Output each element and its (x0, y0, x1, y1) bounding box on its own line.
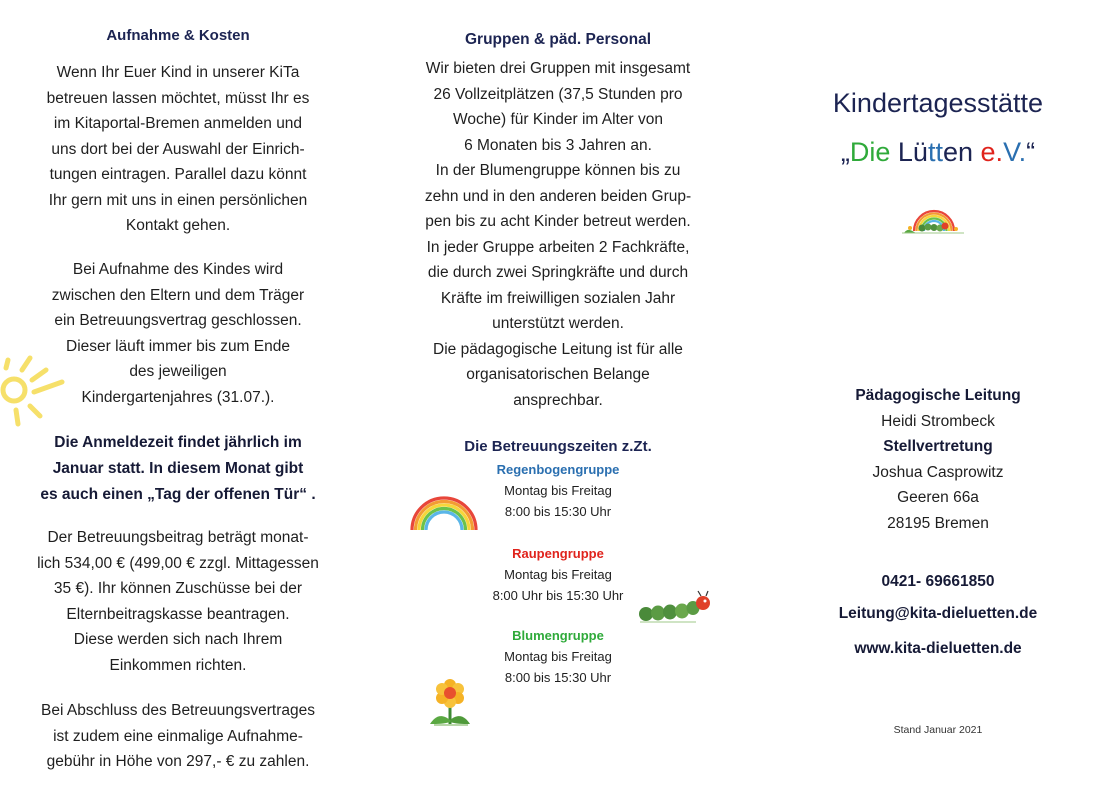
paragraph-registration (28, 60, 328, 239)
lead-name: Heidi Strombeck (881, 412, 995, 430)
text-line: Kräfte im freiwilligen sozialen Jahr (440, 289, 676, 307)
text-line: 6 Monaten bis 3 Jahren an. (464, 136, 652, 154)
group-name: Blumengruppe (512, 628, 604, 643)
text-line: pen bis zu acht Kinder betreut werden. (425, 213, 691, 230)
title-word-die: Die (849, 137, 891, 167)
group-days: Montag bis Freitag (504, 649, 612, 664)
text-line: des jeweiligen (129, 363, 227, 380)
text-line: Kontakt gehen. (125, 217, 231, 234)
paragraph-admission-fee (28, 698, 328, 775)
paragraph-groups (408, 56, 708, 413)
section-title-care-times: Die Betreuungszeiten z.Zt. (464, 438, 652, 455)
deputy-name: Joshua Casprowitz (872, 463, 1004, 481)
text-line: Elternbeitragskasse beantragen. (66, 605, 290, 623)
email-address: Leitung@kita-dieluetten.de (838, 605, 1038, 622)
title-word-ev-b: V. (1003, 137, 1027, 167)
section-title-groups: Gruppen & päd. Personal (464, 31, 652, 48)
text-line: zwischen den Eltern und dem Träger (51, 286, 305, 304)
stand-date: Stand Januar 2021 (893, 724, 983, 736)
title-kindertagesstaette: Kindertagesstätte (832, 88, 1044, 118)
text-line: Januar statt. In diesem Monat gibt (52, 460, 304, 477)
group-name: Regenbogengruppe (496, 462, 620, 477)
text-line: Kindergartenjahres (31.07.). (81, 388, 275, 406)
paragraph-contract (28, 257, 328, 410)
phone-number: 0421- 69661850 (881, 573, 995, 590)
deputy-title: Stellvertretung (883, 438, 993, 455)
text-line: Ihr gern mit uns in einen persönlichen (48, 191, 308, 209)
group-days: Montag bis Freitag (504, 483, 612, 498)
text-line: Die pädagogische Leitung ist für alle (433, 340, 683, 358)
text-line: In jeder Gruppe arbeiten 2 Fachkräfte, (426, 238, 690, 256)
text-line: ansprechbar. (513, 391, 603, 409)
text-line: Diese werden sich nach Ihrem (73, 631, 283, 648)
title-word-luetten-b: tt (927, 137, 943, 167)
text-line: uns dort bei der Auswahl der Einrich- (51, 140, 305, 158)
text-line: Woche) für Kinder im Alter von (453, 111, 663, 128)
section-title-admission: Aufnahme & Kosten (106, 27, 250, 44)
group-name: Raupengruppe (512, 546, 604, 561)
text-line: Bei Aufnahme des Kindes wird (72, 261, 284, 278)
text-line: 26 Vollzeitplätzen (37,5 Stunden pro (433, 85, 683, 103)
title-word-ev-a: e. (980, 137, 1004, 167)
text-line: Wir bieten drei Gruppen mit insgesamt (425, 60, 691, 77)
text-line: In der Blumengruppe können bis zu (435, 162, 681, 179)
group-days: Montag bis Freitag (504, 567, 612, 582)
text-line: Einkommen richten. (109, 656, 247, 674)
text-line: ein Betreuungsvertrag geschlossen. (54, 312, 302, 329)
text-line: Bei Abschluss des Betreuungsvertrages (41, 702, 315, 719)
text-line: organisatorischen Belange (466, 366, 650, 383)
logo-rainbow-caterpillar-icon (902, 203, 964, 235)
text-line: gebühr in Höhe von 297,- € zu zahlen. (46, 753, 310, 770)
text-line: Die Anmeldezeit findet jährlich im (54, 434, 302, 451)
text-line: 35 €). Ihr können Zuschüsse bei der (53, 580, 303, 597)
address-city: 28195 Bremen (887, 514, 989, 532)
text-line: ist zudem eine einmalige Aufnahme- (53, 727, 303, 745)
text-line: lich 534,00 € (499,00 € zzgl. Mittagessen (37, 554, 319, 572)
title-word-luetten-c: en (942, 137, 974, 167)
website-url: www.kita-dieluetten.de (854, 640, 1022, 657)
contact-block (790, 383, 1086, 536)
paragraph-registration-period (28, 430, 328, 508)
text-line: tungen eintragen. Parallel dazu könnt (49, 166, 307, 183)
group-hours: 8:00 bis 15:30 Uhr (504, 504, 612, 519)
title-word-luetten-a: Lü (897, 137, 928, 167)
group-hours: 8:00 Uhr bis 15:30 Uhr (492, 588, 624, 603)
text-line: Der Betreuungsbeitrag beträgt monat- (47, 529, 309, 546)
caterpillar-icon (636, 590, 714, 626)
paragraph-fees (28, 525, 328, 678)
rainbow-icon (408, 490, 480, 532)
lead-title: Pädagogische Leitung (855, 387, 1021, 404)
text-line: es auch einen „Tag der offenen Tür“ . (40, 486, 316, 503)
text-line: Wenn Ihr Euer Kind in unserer KiTa (56, 64, 300, 81)
group-hours: 8:00 bis 15:30 Uhr (504, 670, 612, 685)
text-line: die durch zwei Springkräfte und durch (427, 264, 689, 281)
flower-icon (424, 678, 476, 730)
text-line: Dieser läuft immer bis zum Ende (66, 337, 290, 355)
text-line: betreuen lassen möchtet, müsst Ihr es (46, 89, 310, 107)
text-line: unterstützt werden. (492, 315, 624, 332)
title-quote-open: „ (840, 137, 850, 167)
text-line: zehn und in den anderen beiden Grup- (424, 187, 692, 205)
title-quote-close: “ (1026, 137, 1036, 167)
address-street: Geeren 66a (897, 489, 979, 506)
sun-icon (0, 350, 72, 430)
text-line: im Kitaportal-Bremen anmelden und (53, 115, 303, 132)
title-die-luetten (790, 137, 1086, 168)
